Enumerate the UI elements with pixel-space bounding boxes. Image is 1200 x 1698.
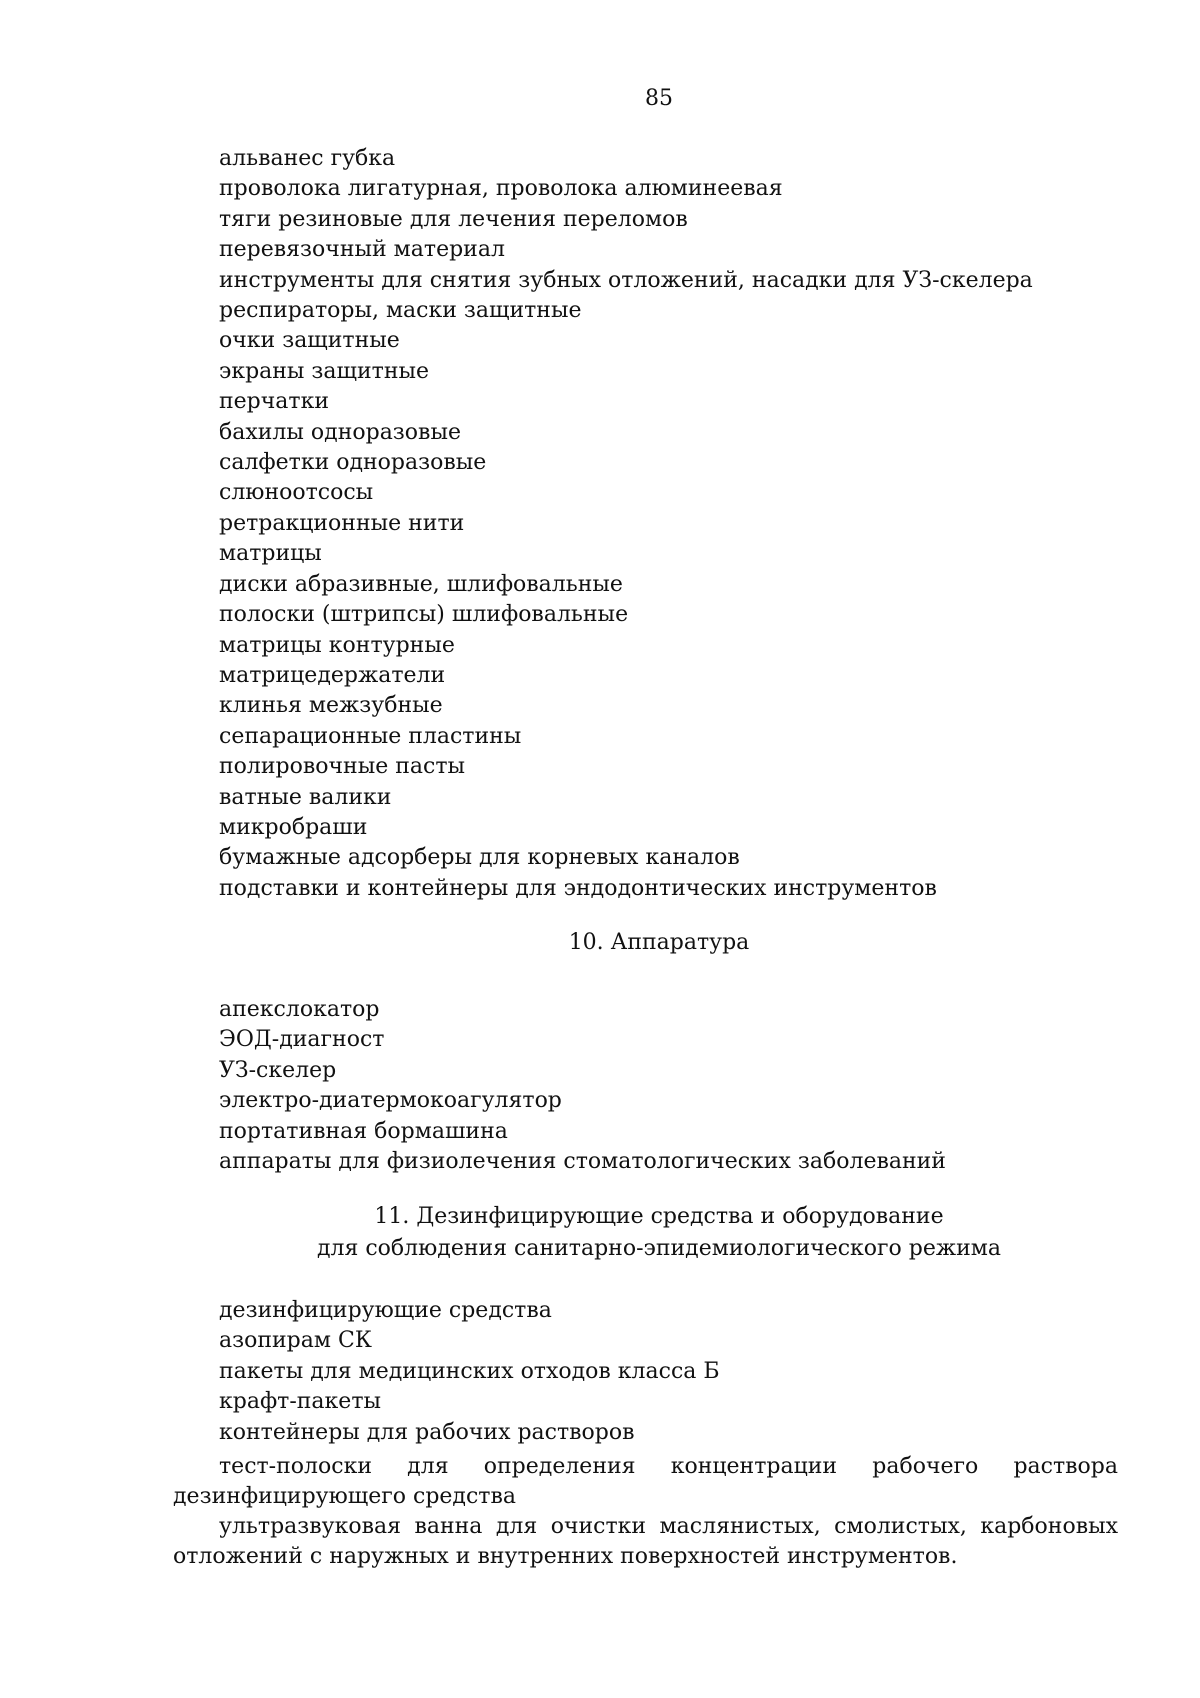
list-item: УЗ-скелер xyxy=(219,1057,337,1083)
list-item: перчатки xyxy=(219,389,330,415)
paragraph-test-strips: тест-полоски для определения концентрации рабочего раствора дезинфицирующего средства xyxy=(173,1454,1118,1510)
list-item: апекслокатор xyxy=(219,997,380,1022)
consumables-list xyxy=(219,144,1033,904)
list-item: электро-диатермокоагулятор xyxy=(219,1088,562,1114)
list-item: контейнеры для рабочих растворов xyxy=(219,1419,635,1445)
list-item: микробраши xyxy=(219,814,368,840)
list-item: дезинфицирующие средства xyxy=(219,1298,552,1323)
list-item: клинья межзубные xyxy=(219,693,443,719)
section-heading-disinfection xyxy=(0,1201,1200,1265)
page-number: 85 xyxy=(645,86,673,111)
list-item: слюноотсосы xyxy=(219,480,374,506)
list-item: матрицедержатели xyxy=(219,662,446,688)
list-item: аппараты для физиолечения стоматологических заболеваний xyxy=(219,1149,946,1175)
list-item: очки защитные xyxy=(219,328,400,354)
section-heading-equipment: 10. Аппаратура xyxy=(568,930,750,955)
list-item: пакеты для медицинских отходов класса Б xyxy=(219,1358,720,1384)
list-item: полоски (штрипсы) шлифовальные xyxy=(219,602,629,628)
section-heading-line: 11. Дезинфицирующие средства и оборудование xyxy=(374,1204,944,1229)
list-item: респираторы, маски защитные xyxy=(219,298,582,324)
list-item: проволока лигатурная, проволока алюминеевая xyxy=(219,176,783,202)
list-item: сепарационные пластины xyxy=(219,723,522,749)
section-heading-line: для соблюдения санитарно-эпидемиологического режима xyxy=(316,1236,1002,1261)
list-item: инструменты для снятия зубных отложений, насадки для УЗ-скелера xyxy=(219,267,1033,293)
list-item: бумажные адсорберы для корневых каналов xyxy=(219,845,740,871)
list-item: диски абразивные, шлифовальные xyxy=(219,571,623,597)
list-item: ватные валики xyxy=(219,784,392,810)
list-item: ЭОД-диагност xyxy=(219,1027,385,1053)
list-item: крафт-пакеты xyxy=(219,1389,382,1415)
list-item: азопирам СК xyxy=(219,1328,372,1354)
list-item: альванес губка xyxy=(219,146,396,171)
list-item: полировочные пасты xyxy=(219,754,466,780)
list-item: матрицы контурные xyxy=(219,632,455,658)
list-item: подставки и контейнеры для эндодонтических инструментов xyxy=(219,875,937,901)
list-item: салфетки одноразовые xyxy=(219,450,487,476)
paragraph-ultrasonic-bath: ультразвуковая ванна для очистки маслянистых, смолистых, карбоновых отложений с наружных и внутренних поверхностей инструментов. xyxy=(173,1514,1118,1570)
list-item: матрицы xyxy=(219,541,322,567)
list-item: портативная бормашина xyxy=(219,1118,508,1144)
equipment-list xyxy=(219,995,946,1177)
disinfection-list xyxy=(219,1296,720,1448)
list-item: экраны защитные xyxy=(219,358,430,384)
list-item: бахилы одноразовые xyxy=(219,419,461,445)
list-item: ретракционные нити xyxy=(219,510,465,536)
list-item: тяги резиновые для лечения переломов xyxy=(219,206,688,232)
list-item: перевязочный материал xyxy=(219,237,505,263)
